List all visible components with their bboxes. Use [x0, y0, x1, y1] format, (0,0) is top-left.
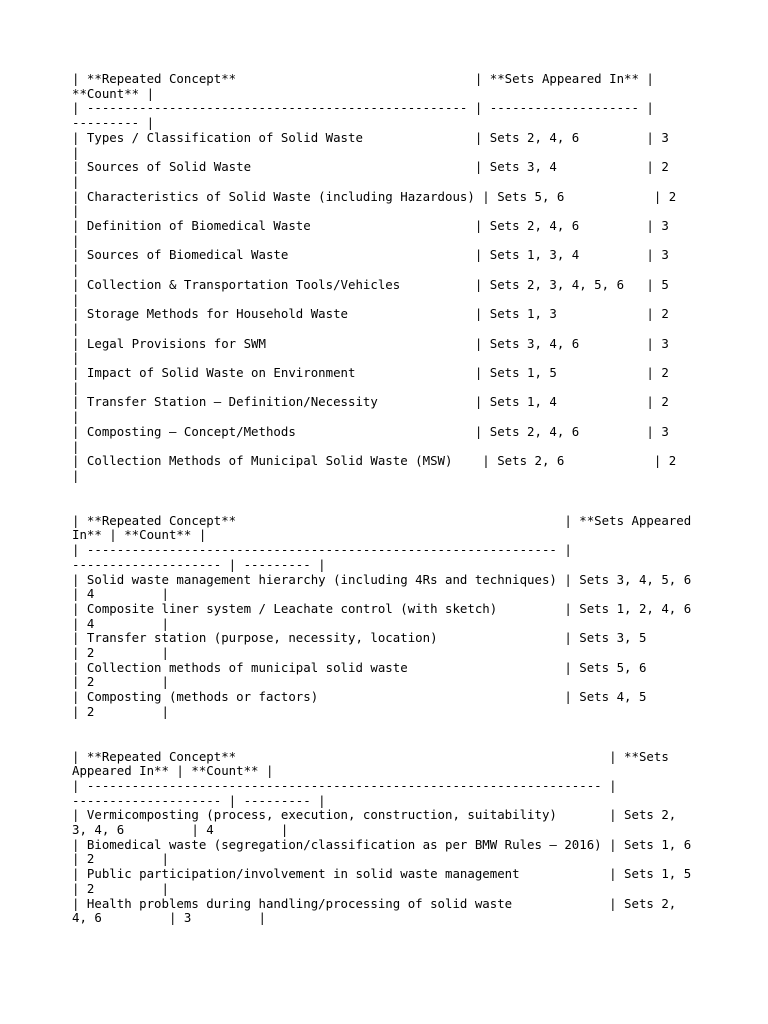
- table-text-line: |: [72, 350, 80, 366]
- table-text-line: --------- |: [72, 115, 155, 131]
- table-text-line: | Collection Methods of Municipal Solid Waste (MSW) | Sets 2, 6 | 2: [72, 453, 677, 469]
- table-text-line: Appeared In** | **Count** |: [72, 763, 274, 779]
- table-text-line: | Sources of Solid Waste | Sets 3, 4 | 2: [72, 159, 669, 175]
- table-text-line: 4, 6 | 3 |: [72, 910, 266, 926]
- table-text-line: | Sources of Biomedical Waste | Sets 1, 3, 4 | 3: [72, 247, 669, 263]
- table-text-line: | 4 |: [72, 586, 169, 602]
- table-text-line: | **Repeated Concept** | **Sets Appeared In** |: [72, 71, 654, 86]
- table-text-line: | Transfer station (purpose, necessity, location) | Sets 3, 5: [72, 630, 647, 646]
- table-text-line: |: [72, 467, 80, 483]
- repeated-concepts-table-1: [72, 72, 712, 484]
- table-text-line: |: [72, 203, 80, 219]
- document-page: [72, 72, 712, 926]
- table-text-line: | Characteristics of Solid Waste (including Hazardous) | Sets 5, 6 | 2: [72, 188, 677, 204]
- table-text-line: |: [72, 291, 80, 307]
- table-text-line: -------------------- | --------- |: [72, 792, 326, 808]
- table-text-line: | Composite liner system / Leachate control (with sketch) | Sets 1, 2, 4, 6: [72, 600, 692, 616]
- repeated-concepts-table-2: [72, 514, 712, 720]
- table-text-line: | Health problems during handling/processing of solid waste | Sets 2,: [72, 895, 677, 911]
- table-text-line: | Collection methods of municipal solid waste | Sets 5, 6: [72, 659, 647, 675]
- table-text-line: |: [72, 262, 80, 278]
- table-text-line: |: [72, 320, 80, 336]
- table-text-line: 3, 4, 6 | 4 |: [72, 822, 289, 838]
- table-text-line: | 4 |: [72, 615, 169, 631]
- table-text-line: | Definition of Biomedical Waste | Sets 2, 4, 6 | 3: [72, 218, 669, 234]
- table-text-line: | Types / Classification of Solid Waste | Sets 2, 4, 6 | 3: [72, 129, 669, 145]
- table-text-line: | 2 |: [72, 674, 169, 690]
- table-text-line: | 2 |: [72, 851, 169, 867]
- repeated-concepts-table-3: [72, 750, 712, 926]
- table-text-line: | Impact of Solid Waste on Environment | Sets 1, 5 | 2: [72, 365, 669, 381]
- table-text-line: |: [72, 379, 80, 395]
- table-text-line: | Biomedical waste (segregation/classification as per BMW Rules – 2016) | Sets 1, 6: [72, 836, 692, 852]
- table-text-line: | 2 |: [72, 703, 169, 719]
- table-text-line: | Transfer Station – Definition/Necessity | Sets 1, 4 | 2: [72, 394, 669, 410]
- table-text-line: |: [72, 438, 80, 454]
- table-text-line: | Solid waste management hierarchy (including 4Rs and techniques) | Sets 3, 4, 5, 6: [72, 571, 692, 587]
- table-text-line: | --------------------------------------------------------------------- |: [72, 777, 617, 793]
- table-text-line: | Composting (methods or factors) | Sets 4, 5: [72, 689, 647, 705]
- table-text-line: | --------------------------------------------------- | -------------------- |: [72, 100, 654, 116]
- table-text-line: | 2 |: [72, 645, 169, 661]
- table-text-line: | --------------------------------------------------------------- |: [72, 542, 572, 558]
- table-text-line: | Composting – Concept/Methods | Sets 2, 4, 6 | 3: [72, 423, 669, 439]
- table-text-line: -------------------- | --------- |: [72, 556, 326, 572]
- table-text-line: | **Repeated Concept** | **Sets Appeared: [72, 512, 692, 528]
- table-text-line: | Vermicomposting (process, execution, construction, suitability) | Sets 2,: [72, 807, 677, 823]
- table-text-line: |: [72, 232, 80, 248]
- table-text-line: **Count** |: [72, 85, 155, 101]
- table-text-line: | 2 |: [72, 880, 169, 896]
- table-text-line: | Collection & Transportation Tools/Vehicles | Sets 2, 3, 4, 5, 6 | 5: [72, 276, 669, 292]
- table-text-line: In** | **Count** |: [72, 527, 207, 543]
- table-text-line: | Storage Methods for Household Waste | Sets 1, 3 | 2: [72, 306, 669, 322]
- table-text-line: | **Repeated Concept** | **Sets: [72, 748, 669, 764]
- table-text-line: | Public participation/involvement in solid waste management | Sets 1, 5: [72, 866, 692, 882]
- table-text-line: | Legal Provisions for SWM | Sets 3, 4, 6 | 3: [72, 335, 669, 351]
- table-text-line: |: [72, 144, 80, 160]
- table-text-line: |: [72, 173, 80, 189]
- table-text-line: |: [72, 409, 80, 425]
